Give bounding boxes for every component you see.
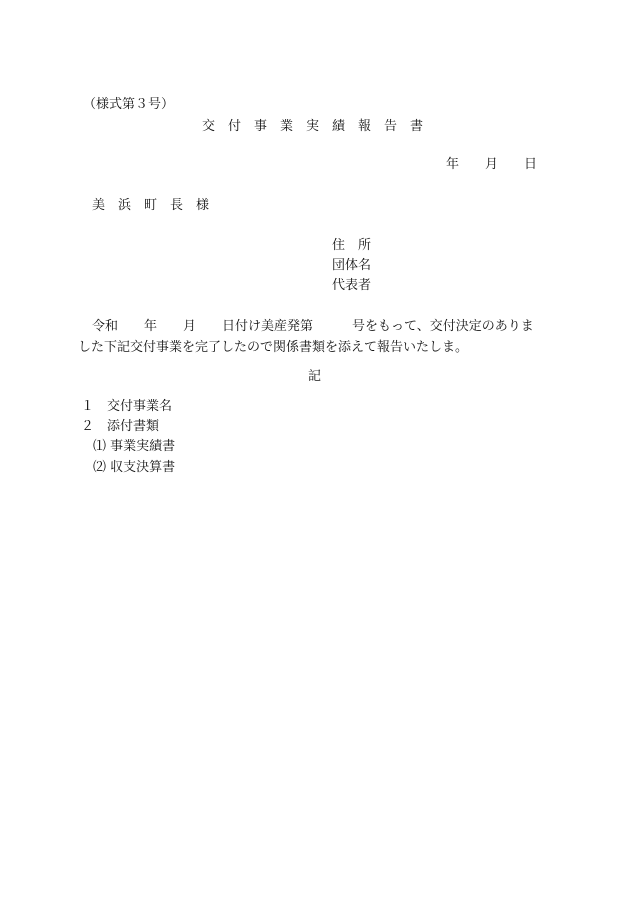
representative-label: 代表者 <box>332 278 372 293</box>
list-item-project-name: １ 交付事業名 <box>81 399 173 414</box>
body-text-line-1: 令和 年 月 日付け美産発第 号をもって、交付決定のありま <box>92 319 534 334</box>
date-line: 年 月 日 <box>446 157 538 172</box>
addressee: 美 浜 町 長 様 <box>92 198 210 213</box>
ki-heading: 記 <box>308 369 322 384</box>
organization-label: 団体名 <box>332 258 372 273</box>
address-label: 住 所 <box>332 238 372 253</box>
body-text-line-2: した下記交付事業を完了したので関係書類を添えて報告いたしま。 <box>78 340 469 355</box>
form-number: （様式第３号） <box>83 97 175 112</box>
document-title: 交 付 事 業 実 績 報 告 書 <box>202 119 424 134</box>
list-item-attachments: ２ 添付書類 <box>81 419 160 434</box>
list-subitem-financial-statement: ⑵ 収支決算書 <box>93 460 176 475</box>
list-subitem-performance-report: ⑴ 事業実績書 <box>93 439 176 454</box>
